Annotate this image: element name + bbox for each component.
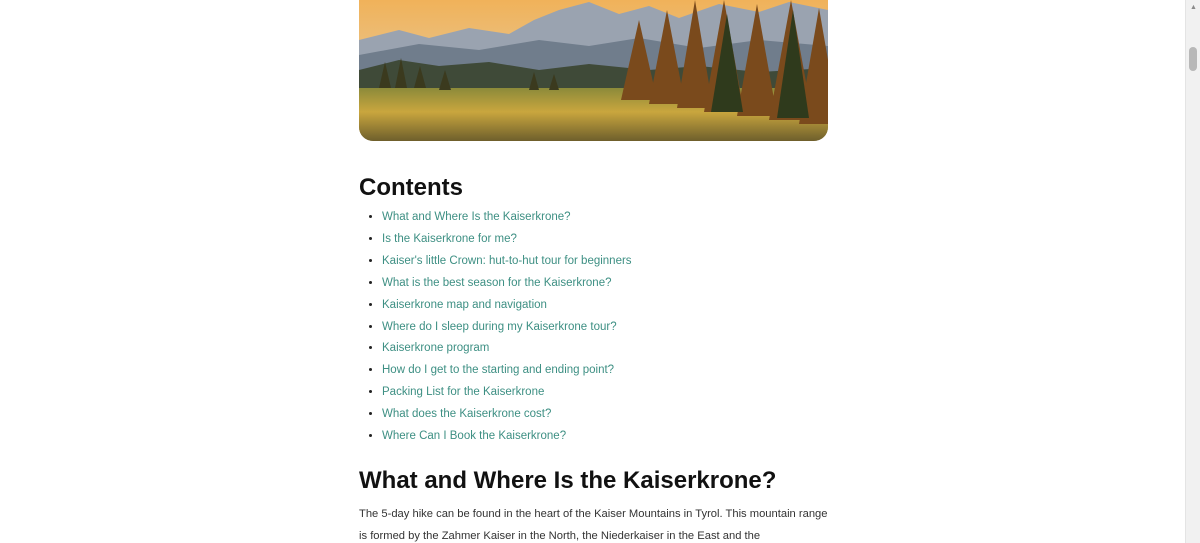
mountain-landscape-image (359, 0, 828, 141)
toc-link-getting-there[interactable]: How do I get to the starting and ending point? (382, 364, 615, 377)
toc-link-program[interactable]: Kaiserkrone program (382, 342, 490, 355)
list-item (382, 273, 632, 295)
table-of-contents (359, 207, 632, 448)
toc-link-what-and-where[interactable]: What and Where Is the Kaiserkrone? (382, 211, 571, 223)
toc-link-little-crown[interactable]: Kaiser's little Crown: hut-to-hut tour for beginners (382, 254, 632, 267)
toc-link-cost[interactable]: What does the Kaiserkrone cost? (382, 408, 552, 421)
list-item (382, 229, 632, 251)
list-item (382, 317, 632, 339)
section-heading: What and Where Is the Kaiserkrone? (359, 467, 777, 494)
list-item (382, 426, 632, 448)
toc-link-is-it-for-me[interactable]: Is the Kaiserkrone for me? (382, 232, 517, 245)
list-item (382, 207, 632, 229)
list-item (382, 251, 632, 273)
scroll-up-arrow-icon[interactable]: ▲ (1190, 4, 1197, 11)
toc-link-best-season[interactable]: What is the best season for the Kaiserkrone? (382, 276, 612, 289)
toc-link-packing-list[interactable]: Packing List for the Kaiserkrone (382, 386, 545, 399)
toc-link-where-sleep[interactable]: Where do I sleep during my Kaiserkrone tour? (382, 320, 617, 333)
list-item (382, 338, 632, 360)
list-item (382, 404, 632, 426)
list-item (382, 360, 632, 382)
section-paragraph: The 5-day hike can be found in the heart of the Kaiser Mountains in Tyrol. This mountain range is formed by the Zahmer Kaiser in the North, the Niederkaiser in the East and the (359, 508, 828, 542)
list-item (382, 295, 632, 317)
toc-link-booking[interactable]: Where Can I Book the Kaiserkrone? (382, 430, 567, 443)
vertical-scrollbar[interactable] (1185, 0, 1200, 543)
hero-image (359, 0, 828, 141)
toc-title: Contents (359, 174, 463, 201)
toc-link-map-navigation[interactable]: Kaiserkrone map and navigation (382, 298, 547, 311)
article-content (359, 0, 828, 542)
scrollbar-thumb[interactable] (1189, 47, 1197, 71)
list-item (382, 382, 632, 404)
